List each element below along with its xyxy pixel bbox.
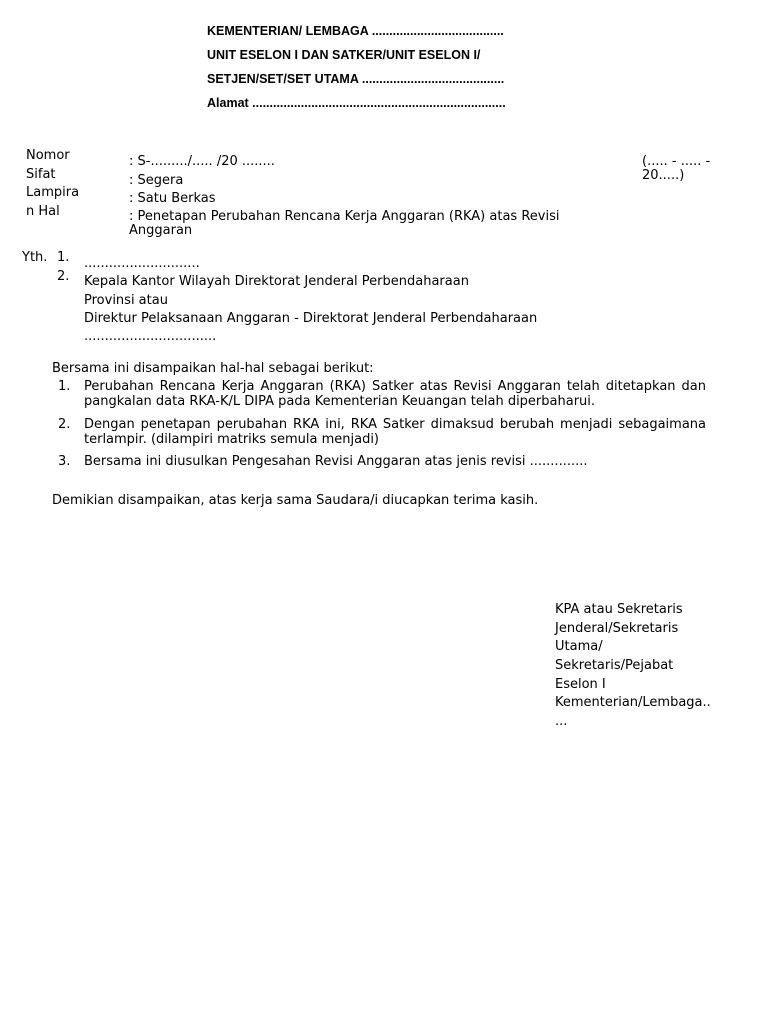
recipient-item-2-line1: Kepala Kantor Wilayah Direktorat Jenderal Perbendaharaan: [84, 274, 469, 289]
point-number-1: 1.: [58, 379, 71, 394]
signature-line-4: Sekretaris/Pejabat: [555, 658, 674, 673]
recipient-item-2-line4: ................................: [84, 329, 217, 344]
signature-line-5: Eselon I: [555, 677, 606, 692]
header-line-kementerian: KEMENTERIAN/ LEMBAGA ......................................: [207, 24, 504, 38]
value-sifat: : Segera: [129, 173, 184, 188]
signature-line-2: Jenderal/Sekretaris: [555, 621, 679, 636]
point-number-2: 2.: [58, 417, 71, 432]
signature-line-3: Utama/: [555, 639, 603, 654]
label-nomor: Nomor: [26, 148, 70, 163]
recipient-number-2: 2.: [57, 269, 70, 284]
point-text-2: Dengan penetapan perubahan RKA ini, RKA Satker dimaksud berubah menjadi sebagaimana terlampir. (dilampiri matriks semula menjadi): [84, 417, 706, 447]
label-lampiran: Lampira: [26, 185, 80, 200]
body-closing: Demikian disampaikan, atas kerja sama Saudara/i diucapkan terima kasih.: [52, 493, 539, 508]
yth-label: Yth.: [22, 250, 48, 265]
value-lampiran: : Satu Berkas: [129, 191, 216, 206]
date-line2: 20.....): [642, 168, 685, 183]
header-line-setjen: SETJEN/SET/SET UTAMA .........................................: [207, 72, 505, 86]
value-hal-line1: : Penetapan Perubahan Rencana Kerja Anggaran (RKA) atas Revisi: [129, 209, 560, 224]
signature-line-7: ...: [555, 714, 568, 729]
recipient-item-2-line3: Direktur Pelaksanaan Anggaran - Direktorat Jenderal Perbendaharaan: [84, 311, 538, 326]
value-hal-line2: Anggaran: [129, 223, 193, 238]
recipient-item-1: ............................: [84, 256, 200, 271]
header-line-unit-eselon: UNIT ESELON I DAN SATKER/UNIT ESELON I/: [207, 48, 481, 62]
label-hal: n Hal: [26, 204, 60, 219]
date-line1: (..... - ..... -: [642, 154, 711, 169]
header-line-alamat: Alamat .........................................................................: [207, 96, 506, 110]
point-text-1: Perubahan Rencana Kerja Anggaran (RKA) Satker atas Revisi Anggaran telah ditetapkan dan pangkalan data RKA-K/L DIPA pada Kementerian Keuangan telah diperbaharui.: [84, 379, 706, 409]
recipient-number-1: 1.: [57, 250, 70, 265]
recipient-item-2-line2: Provinsi atau: [84, 293, 168, 308]
signature-line-1: KPA atau Sekretaris: [555, 602, 683, 617]
body-intro: Bersama ini disampaikan hal-hal sebagai berikut:: [52, 361, 374, 376]
point-number-3: 3.: [58, 454, 71, 469]
value-nomor: : S-........./..... /20 ........: [129, 154, 275, 169]
point-text-3: Bersama ini diusulkan Pengesahan Revisi Anggaran atas jenis revisi ..............: [84, 454, 588, 469]
label-sifat: Sifat: [26, 167, 56, 182]
signature-line-6: Kementerian/Lembaga..: [555, 695, 711, 710]
